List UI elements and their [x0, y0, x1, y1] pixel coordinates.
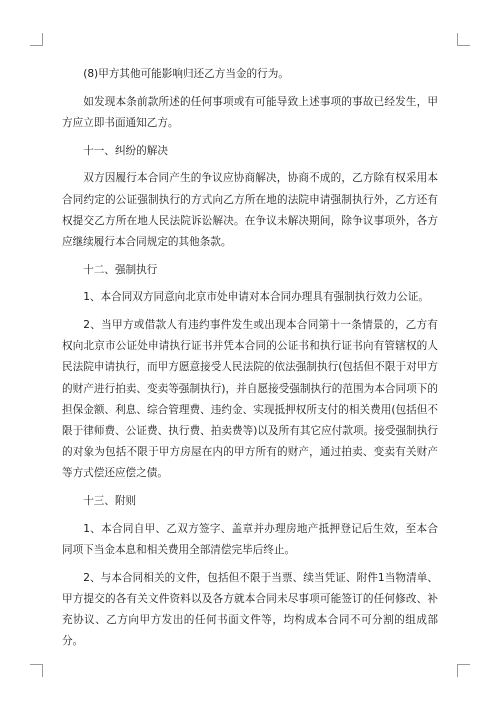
paragraph-dispute: 双方因履行本合同产生的争议应协商解决，协商不成的，乙方除有权采用本合同约定的公证强制执行的方式向乙方所在地的法院申请强制执行外，乙方还有权提交乙方所在地人民法院诉讼解决。在争议未解决期间，除争议事项外，各方应继续履行本合同规定的其他条款。	[62, 172, 438, 248]
crop-mark-top-right	[457, 33, 470, 46]
paragraph-enforcement-1: 1、本合同双方同意向北京市处申请对本合同办理具有强制执行效力公证。	[83, 291, 429, 304]
section-heading-appendix: 十三、附则	[83, 495, 137, 508]
crop-mark-top-left	[30, 33, 43, 46]
paragraph-appendix-1: 1、本合同自甲、乙双方签字、盖章并办理房地产抵押登记后生效，至本合同项下当金本息和相关费用全部清偿完毕后终止。	[62, 522, 438, 557]
crop-mark-bottom-left	[30, 664, 43, 677]
section-heading-enforcement: 十二、强制执行	[83, 263, 158, 276]
paragraph-appendix-2: 2、与本合同相关的文件，包括但不限于当票、续当凭证、附件1当物清单、甲方提交的各有关文件资料以及各方就本合同未尽事项可能签订的任何修改、补充协议、乙方向甲方发出的任何书面文件等，均构成本合同不可分割的组成部分。	[62, 571, 438, 648]
paragraph-clause-8: (8)甲方其他可能影响归还乙方当金的行为。	[83, 68, 289, 80]
section-heading-dispute: 十一、纠纷的解决	[83, 144, 168, 157]
paragraph-notice: 如发现本条前款所述的任何事项或有可能导致上述事项的事故已经发生，甲方应立即书面通知乙方。	[62, 95, 438, 129]
document-body	[62, 64, 438, 653]
paragraph-enforcement-2: 2、当甲方或借款人有违约事件发生或出现本合同第十一条情景的，乙方有权向北京市公证处申请执行证书并凭本合同的公证书和执行证书向有管辖权的人民法院申请执行，而甲方愿意接受人民法院的依法强制执行(包括但不限于对甲方的财产进行拍卖、变卖等强制执行)，并自愿接受强制执行的范围为本合同项下的担保金额、利息、综合管理费、违约金、实现抵押权所支付的相关费用(包括但不限于律师费、公证费、执行费、拍卖费等)以及所有其它应付款项。接受强制执行的对象为包括不限于甲方房屋在内的甲方所有的财产，通过拍卖、变卖有关财产等方式偿还应偿之债。	[62, 319, 438, 480]
crop-mark-bottom-right	[457, 664, 470, 677]
